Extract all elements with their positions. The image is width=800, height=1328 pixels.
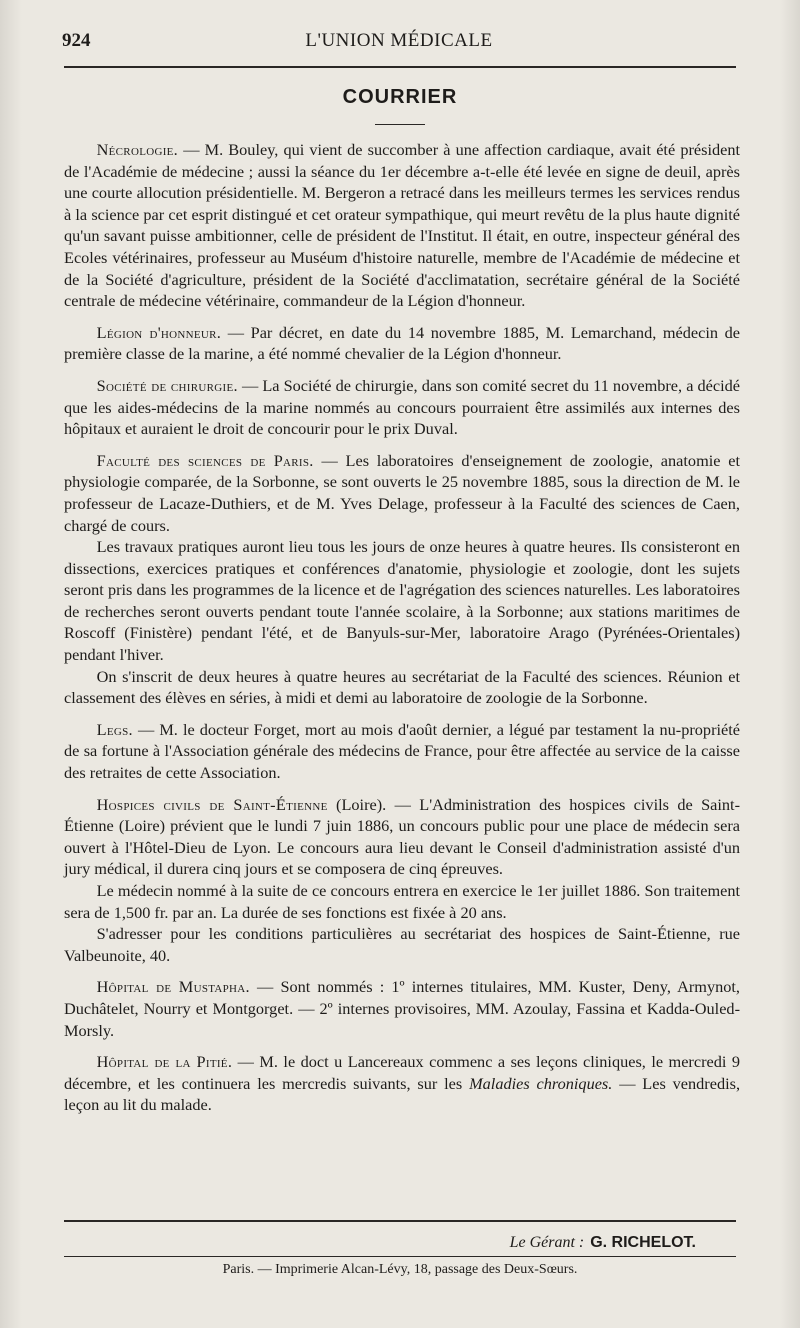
entry-text: On s'inscrit de deux heures à quatre heures au secrétariat de la Faculté des sciences. Réunion et classement des élèves en séries, à midi et demi au laboratoire de zoologie de la Sorbonne. — [64, 666, 740, 708]
entry-heading: Hôpital de Mustapha. — [96, 977, 250, 997]
entry-heading: Faculté des sciences de Paris. — [96, 450, 314, 470]
entry-text: — M. Bouley, qui vient de succomber à une affection cardiaque, avait été président de l'Académie de médecine ; aussi la séance du 1er décembre a-t-elle été levée en signe de deuil, après une courte allocution présidentielle. M. Bergeron a retracé dans les meilleurs termes les services rendus à la science par cet esprit distingué et cet orateur sympathique, qui meurt revêtu de la plus haute dignité qu'un savant puisse ambitionner, celle de président de l'Institut. Il était, en outre, inspecteur général des Ecoles vétérinaires, professeur au Muséum d'histoire naturelle, membre de l'Académie de médecine et de la Société d'agriculture, président de la Société d'acclimatation, secrétaire général de la Société centrale de médecine vétérinaire, commandeur de la Légion d'honneur. — [64, 140, 740, 311]
entry-legs — [64, 719, 740, 784]
entry-legion-honneur — [64, 322, 740, 365]
journal-title: L'UNION MÉDICALE — [305, 30, 493, 51]
title-underline — [375, 124, 425, 125]
entry-heading: Legs. — [96, 719, 133, 739]
entry-italic-title: Maladies chroniques. — [469, 1073, 613, 1093]
entry-text: S'adresser pour les conditions particulières au secrétariat des hospices de Saint-Étienne, rue Valbeunoite, 40. — [64, 924, 740, 965]
gerant-name: G. RICHELOT. — [590, 1234, 696, 1251]
entry-text-tail: — Les vendredis, leçon au lit du malade. — [64, 1073, 741, 1115]
entry-necrologie — [64, 139, 740, 312]
entry-text: (Loire). — L'Administration des hospices civils de Saint-Étienne (Loire) prévient que le lundi 7 juin 1886, un concours public pour une place de médecin sera ouvert à l'Hôtel-Dieu de Lyon. Le concours aura lieu devant le Conseil d'administration assisté d'un jury médical, il durera cinq jours et se composera de cinq épreuves. — [64, 794, 740, 879]
header-rule — [64, 66, 736, 68]
entry-hopital-mustapha — [64, 976, 740, 1041]
entry-faculte-sciences — [64, 450, 740, 536]
entry-hopital-pitie — [64, 1051, 740, 1116]
entry-hospices-saint-etienne — [64, 794, 740, 880]
entry-heading: Nécrologie. — [96, 140, 179, 159]
entry-heading: Légion d'honneur. — [96, 322, 222, 342]
entry-hospices-adresse — [64, 923, 740, 966]
entry-faculte-inscription — [64, 666, 740, 709]
gerant-signature — [510, 1234, 696, 1252]
entry-societe-chirurgie — [64, 375, 740, 440]
entry-text: — M. le doct u Lancereaux commenc a ses leçons cliniques, le mercredi 9 décembre, et les continuera les mercredis suivants, sur les — [64, 1052, 740, 1093]
section-title: COURRIER — [342, 86, 458, 108]
entry-heading: Hospices civils de Saint-Étienne — [96, 794, 328, 814]
entry-text: — Par décret, en date du 14 novembre 1885, M. Lemarchand, médecin de première classe de la marine, a été nommé chevalier de la Légion d'honneur. — [64, 322, 740, 364]
gerant-label: Le Gérant : — [509, 1234, 585, 1251]
entry-text: — La Société de chirurgie, dans son comité secret du 11 novembre, a décidé que les aides-médecins de la marine nommés au concours pourraient être assimilés aux internes des hôpitaux et auraient le droit de concourir pour le prix Duval. — [64, 375, 740, 439]
entry-heading: Hôpital de la Pitié. — [96, 1052, 233, 1072]
footer-rule-thin — [64, 1256, 736, 1257]
running-head — [62, 30, 736, 58]
entry-text: Le médecin nommé à la suite de ce concours entrera en exercice le 1er juillet 1886. Son traitement sera de 1,500 fr. par an. La durée de ses fonctions est fixée à 20 ans. — [64, 881, 740, 922]
entry-text: — M. le docteur Forget, mort au mois d'août dernier, a légué par testament la nu-propriété de sa fortune à l'Association générale des médecins de France, pour être affectée au service de la caisse des retraites de cette Association. — [64, 719, 740, 783]
entry-text: — Sont nommés : 1º internes titulaires, MM. Kuster, Deny, Armynot, Duchâtelet, Nourry et Montgorget. — 2º internes provisoires, MM. Azoulay, Fassina et Kadda-Ouled-Morsly. — [64, 977, 740, 1040]
page-number: 924 — [62, 30, 91, 51]
entry-heading: Société de chirurgie. — [96, 375, 238, 395]
printer-imprint: Paris. — Imprimerie Alcan-Lévy, 18, passage des Deux-Sœurs. — [222, 1262, 578, 1277]
article-body — [64, 139, 740, 1116]
entry-faculte-travaux — [64, 536, 740, 666]
footer-rule — [64, 1220, 736, 1222]
entry-hospices-traitement — [64, 880, 740, 923]
entry-text: — Les laboratoires d'enseignement de zoologie, anatomie et physiologie comparée, de la Sorbonne, se sont ouverts le 25 novembre 1885, sous la direction de M. le professeur de Lacaze-Duthiers, et de M. Yves Delage, professeur à la Faculté des sciences de Caen, chargé de cours. — [64, 450, 740, 535]
entry-text: Les travaux pratiques auront lieu tous les jours de onze heures à quatre heures. Ils consisteront en dissections, exercices pratiques et conférences d'anatomie, physiologie et zoologie, dont les sujets seront pris dans les programmes de la licence et de l'agrégation des sciences naturelles. Les laboratoires de recherches seront ouverts pendant toute l'année scolaire, à la Sorbonne; aux stations maritimes de Roscoff (Finistère) pendant l'été, et de Banyuls-sur-Mer, laboratoire Arago (Pyrénées-Orientales) pendant l'hiver. — [64, 537, 740, 665]
